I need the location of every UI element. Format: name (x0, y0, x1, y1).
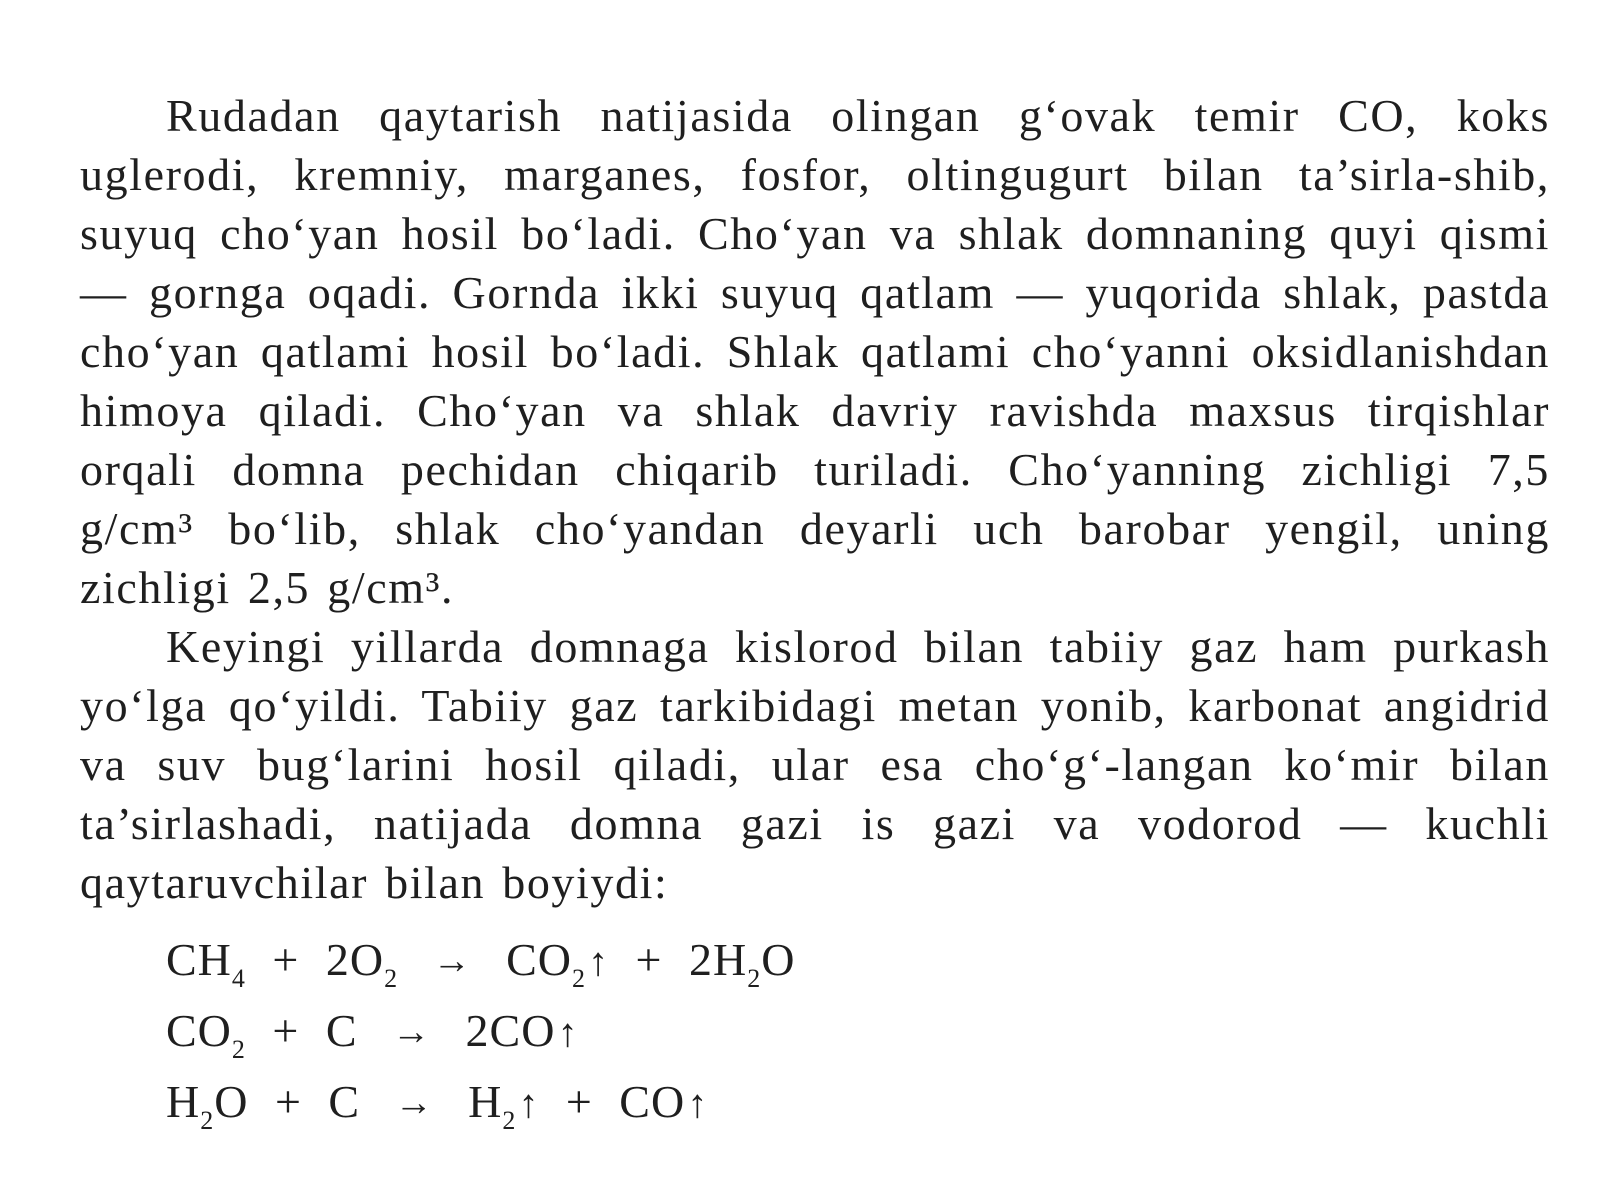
eq3-product-h2: $H_2↑$ (468, 1076, 540, 1135)
eq3-plus-2: + (565, 1076, 593, 1127)
equation-methane-combustion (166, 924, 1550, 995)
eq1-reactant-ch4: $CH_4$ (166, 934, 246, 993)
document-page (80, 86, 1550, 1137)
eq1-reactant-o2: $2O_2$ (325, 934, 399, 993)
eq3-product-co: CO↑ (619, 1076, 709, 1127)
equation-water-gas (166, 1066, 1550, 1137)
eq3-plus-1: + (274, 1076, 302, 1127)
paragraph-2: Keyingi yillarda domnaga kislorod bilan tabiiy gaz ham purkash yo‘lga qo‘yildi. Tabiiy gaz tarkibidagi metan yonib, karbonat angidrid va suv bug‘larini hosil qiladi, ular esa cho‘g‘-langan ko‘mir bilan ta’sirlashadi, natijada domna gazi is gazi va vodorod — kuchli qaytaruvchilar bilan boyiydi: (80, 621, 1550, 908)
eq2-arrow: → (392, 1011, 432, 1053)
equation-block (80, 924, 1550, 1137)
eq1-product-h2o: $2H_2O$ (688, 934, 796, 993)
paragraph-1: Rudadan qaytarish natijasida olingan g‘ovak temir CO, koks uglerodi, kremniy, marganes, fosfor, oltingugurt bilan ta’sirla-shib, suyuq cho‘yan hosil bo‘ladi. Cho‘yan va shlak domnaning quyi qismi — gornga oqadi. Gornda ikki suyuq qatlam — yuqorida shlak, pastda cho‘yan qatlami hosil bo‘ladi. Shlak qatlami cho‘yanni oksidlanishdan himoya qiladi. Cho‘yan va shlak davriy ravishda maxsus tirqishlar orqali domna pechidan chiqarib turiladi. Cho‘yanning zichligi 7,5 g/cm³ bo‘lib, shlak cho‘yandan deyarli uch barobar yengil, uning zichligi 2,5 g/cm³. (80, 90, 1550, 613)
eq2-product-2co: 2CO↑ (465, 1005, 579, 1056)
equation-co2-reduction (166, 995, 1550, 1066)
eq1-plus-1: + (272, 934, 300, 985)
eq2-reactant-c: C (325, 1005, 358, 1056)
eq3-reactant-h2o: $H_2O$ (166, 1076, 249, 1135)
eq2-plus-1: + (272, 1005, 300, 1056)
eq1-product-co2: $CO_2↑$ (506, 934, 609, 993)
eq1-arrow: → (432, 940, 472, 982)
eq3-arrow: → (394, 1082, 434, 1124)
eq2-reactant-co2: $CO_2$ (166, 1005, 246, 1064)
eq3-reactant-c: C (328, 1076, 361, 1127)
eq1-plus-2: + (635, 934, 663, 985)
